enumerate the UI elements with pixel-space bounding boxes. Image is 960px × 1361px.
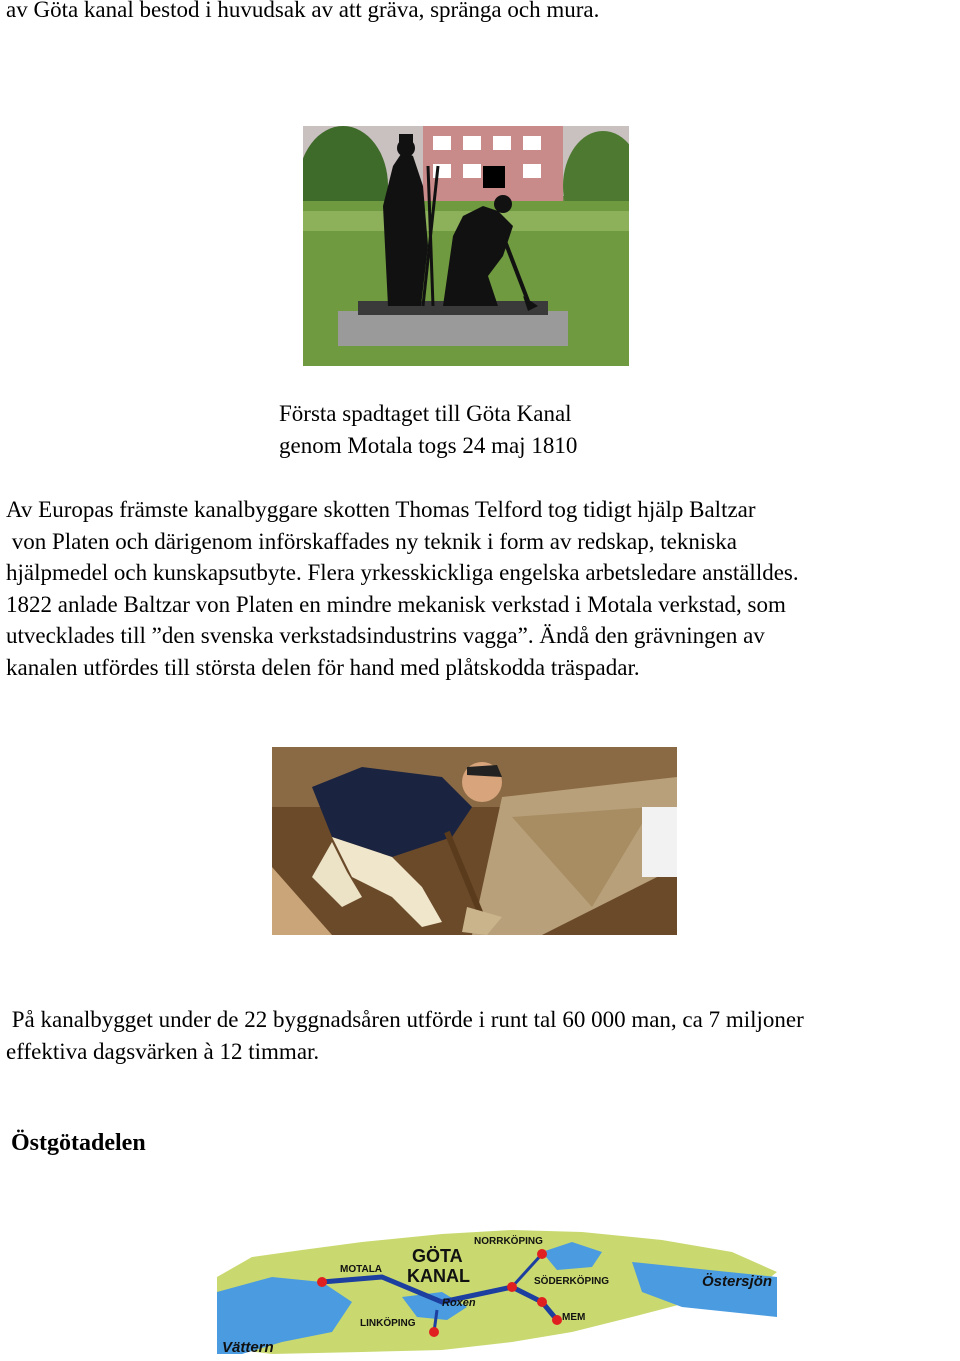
motala-dot (317, 1277, 327, 1287)
intro-text: av Göta kanal bestod i huvudsak av att gräva, spränga och mura. (6, 0, 600, 22)
caption-line-1: Första spadtaget till Göta Kanal (279, 401, 572, 426)
map-label-roxen: Roxen (442, 1297, 476, 1309)
paragraph-line: 1822 anlade Baltzar von Platen en mindre mekanisk verkstad i Motala verkstad, som (6, 591, 786, 617)
paragraph-line: hjälpmedel och kunskapsutbyte. Flera yrkesskickliga engelska arbetsledare anställdes. (6, 560, 799, 585)
section-heading: Östgötadelen (11, 1130, 146, 1156)
junction-dot (507, 1282, 517, 1292)
photo-caption (279, 398, 577, 462)
worker-photo (272, 747, 677, 935)
paragraph-line: kanalen utfördes till största delen för hand med plåtskodda träspadar. (6, 654, 640, 680)
map-label-vattern: Vättern (222, 1339, 274, 1356)
map-label-ostersjon: Östersjön (702, 1273, 773, 1290)
caption-line-2: genom Motala togs 24 maj 1810 (279, 433, 578, 458)
paragraph-line: Av Europas främste kanalbyggare skotten Thomas Telford tog tidigt hjälp Baltzar (6, 497, 756, 522)
canal-worker-icon (272, 747, 677, 935)
paragraph-line: von Platen och därigenom införskaffades ny teknik i form av redskap, tekniska (6, 528, 737, 554)
paragraph-line: På kanalbygget under de 22 byggnadsåren utförde i runt tal 60 000 man, ca 7 miljoner (6, 1007, 804, 1032)
history-paragraph (6, 494, 956, 683)
mem-dot (552, 1315, 562, 1325)
workforce-paragraph (6, 1004, 956, 1067)
paragraph-line: effektiva dagsvärken à 12 timmar. (6, 1038, 320, 1064)
canal-map (212, 1222, 782, 1357)
map-label-linkoping: LINKÖPING (360, 1318, 416, 1329)
statue-photo (303, 126, 629, 366)
canal-map-icon (212, 1222, 782, 1357)
linkoping-dot (429, 1327, 439, 1337)
silhouette-statue-icon (303, 126, 629, 366)
map-title-line-2: KANAL (407, 1266, 470, 1286)
map-title-line-1: GÖTA (412, 1246, 463, 1266)
paragraph-line: utvecklades till ”den svenska verkstadsindustrins vagga”. Ändå den grävningen av (6, 623, 765, 648)
map-label-norrkoping: NORRKÖPING (474, 1236, 543, 1247)
map-label-soderkoping: SÖDERKÖPING (534, 1276, 610, 1287)
soderkoping-dot (537, 1297, 547, 1307)
map-label-motala: MOTALA (340, 1264, 383, 1275)
map-label-mem: MEM (562, 1312, 586, 1323)
norrkoping-dot (537, 1249, 547, 1259)
